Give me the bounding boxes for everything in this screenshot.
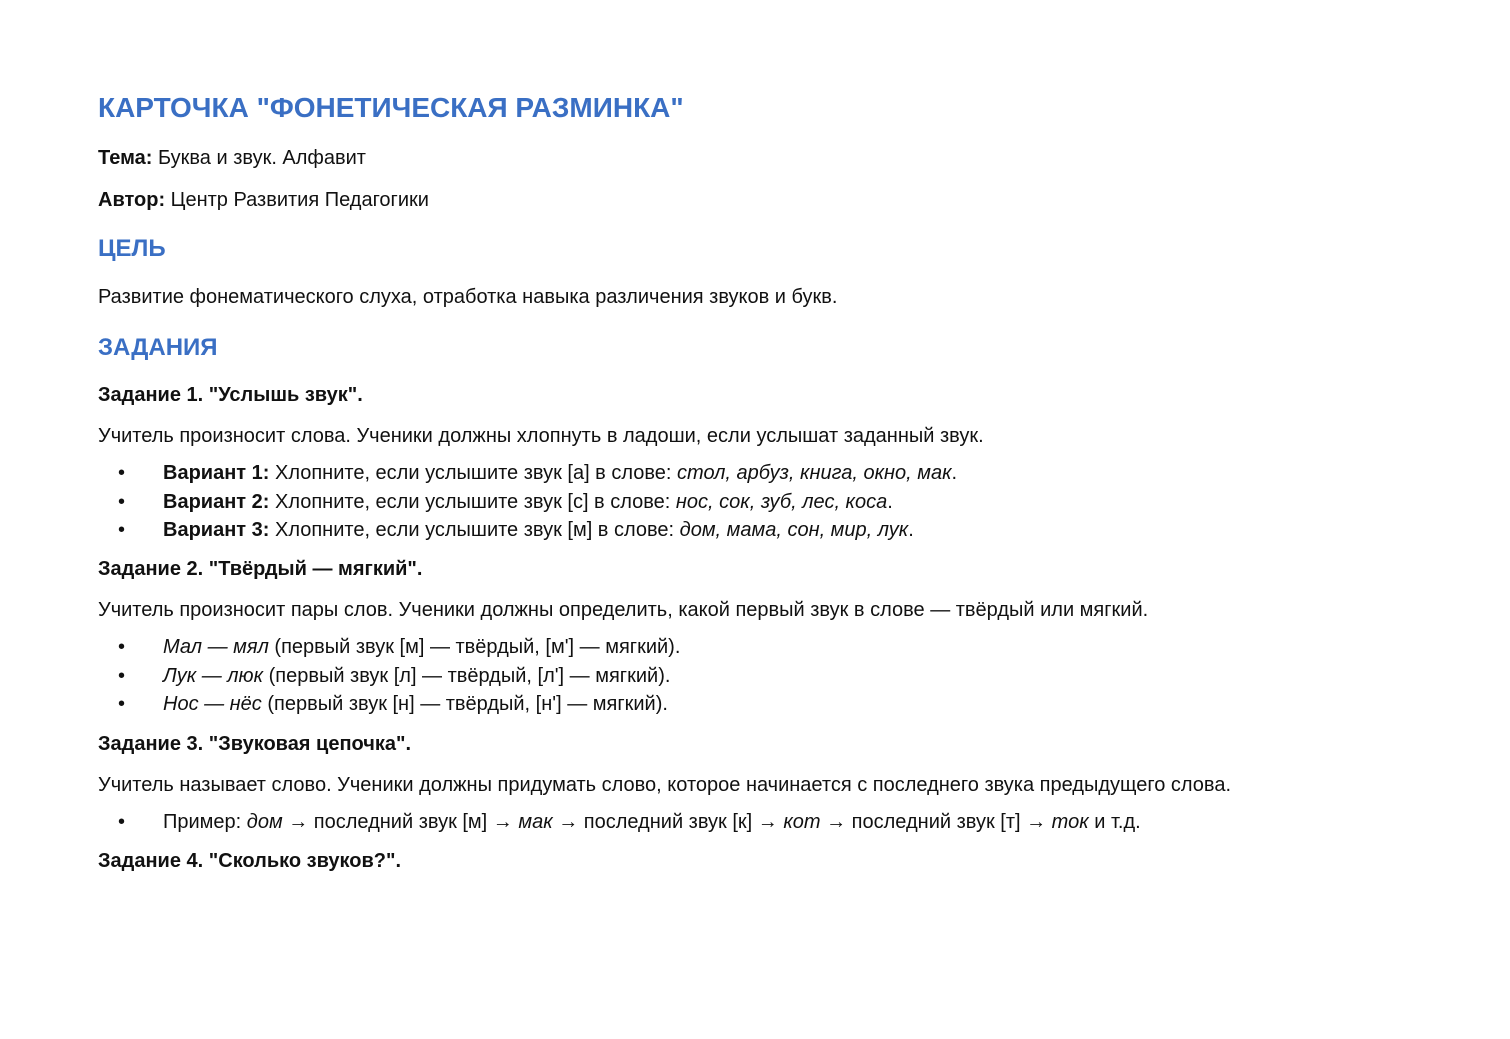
topic-line [98,147,366,170]
card-title: КАРТОЧКА "ФОНЕТИЧЕСКАЯ РАЗМИНКА" [98,92,684,123]
example-word: ток [1051,811,1089,833]
task-2-list [98,633,680,719]
task-4-title: Задание 4. "Сколько звуков?". [98,850,402,872]
task-1-list [98,459,957,545]
variant-text: Хлопните, если услышите звук [а] в слове: [269,462,678,484]
task-3-title: Задание 3. "Звуковая цепочка". [98,733,412,755]
list-item [98,459,957,488]
list-item [98,488,957,517]
tasks-heading: ЗАДАНИЯ [98,334,218,361]
variant-label: Вариант 3: [163,519,270,541]
variant-words: стол, арбуз, книга, окно, мак [677,462,952,484]
example-word: кот [783,811,821,833]
goal-heading: ЦЕЛЬ [98,235,166,262]
list-item [98,662,680,691]
variant-text: Хлопните, если услышите звук [м] в слове: [269,519,680,541]
variant-words: нос, сок, зуб, лес, коса [675,490,888,513]
example-word: мак [518,811,553,833]
bullet-icon: • [118,490,126,513]
word-pair: Лук — люк [163,664,264,687]
word-pair: Мал — мял [163,636,269,658]
author-label: Автор: [98,189,166,211]
task-1-title: Задание 1. "Услышь звук". [98,384,363,406]
list-item [98,516,957,545]
bullet-icon: • [118,519,126,541]
bullet-icon: • [118,462,126,484]
task-3-list [98,808,1141,837]
task-2-intro: Учитель произносит пары слов. Ученики должны определить, какой первый звук в слове — твёрдый или мягкий. [98,599,1149,621]
list-item [98,690,680,719]
variant-end: . [951,462,958,484]
variant-end: . [908,519,914,541]
task-2-title: Задание 2. "Твёрдый — мягкий". [98,558,423,580]
variant-label: Вариант 1: [163,462,270,484]
pair-explanation: (первый звук [м] — твёрдый, [м'] — мягкий). [268,636,681,658]
list-item [98,633,680,662]
pair-explanation: (первый звук [л] — твёрдый, [л'] — мягкий). [263,664,671,687]
topic-value: Буква и звук. Алфавит [152,147,366,169]
variant-label: Вариант 2: [163,490,270,513]
bullet-icon: • [118,664,126,687]
variant-text: Хлопните, если услышите звук [с] в слове: [269,490,676,513]
example-step: → последний звук [м] → [282,811,519,833]
topic-label: Тема: [98,147,153,169]
task-1-intro: Учитель произносит слова. Ученики должны хлопнуть в ладоши, если услышат заданный звук. [98,425,984,447]
example-word: дом [246,811,283,833]
variant-end: . [887,490,893,513]
author-line [98,189,429,212]
example-step: → последний звук [к] → [552,811,784,833]
pair-explanation: (первый звук [н] — твёрдый, [н'] — мягкий). [261,693,668,715]
variant-words: дом, мама, сон, мир, лук [679,519,909,541]
example-step: → последний звук [т] → [820,811,1052,833]
bullet-icon: • [118,811,126,833]
word-pair: Нос — нёс [163,693,262,715]
example-prefix: Пример: [163,811,247,833]
author-value: Центр Развития Педагогики [165,189,429,211]
list-item [98,808,1141,837]
example-end: и т.д. [1088,811,1141,833]
goal-text: Развитие фонематического слуха, отработка навыка различения звуков и букв. [98,286,838,308]
bullet-icon: • [118,693,126,715]
bullet-icon: • [118,636,126,658]
task-3-intro: Учитель называет слово. Ученики должны придумать слово, которое начинается с последнего звука предыдущего слова. [98,774,1232,796]
